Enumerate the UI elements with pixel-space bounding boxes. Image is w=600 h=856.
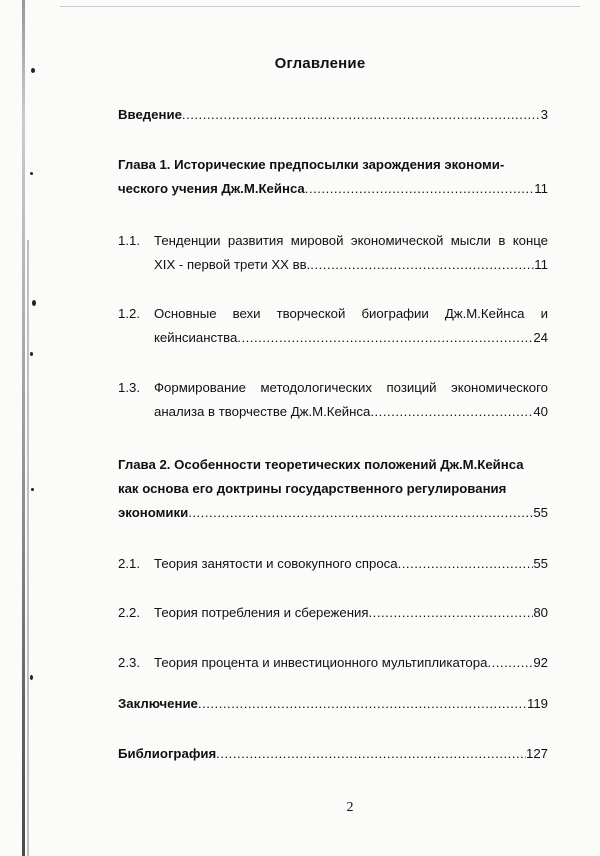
scan-speck — [31, 488, 34, 491]
toc-entry-introduction[interactable] — [118, 103, 548, 127]
toc-entry-chapter-1[interactable] — [118, 153, 548, 201]
leader-dots — [305, 177, 535, 201]
toc-title: Оглавление — [274, 55, 366, 72]
entry-label-line: Формирование методологических позиций экономического — [154, 380, 548, 395]
scan-speck — [30, 172, 33, 175]
entry-page-number: 3 — [540, 107, 548, 122]
entry-label-line: Глава 1. Исторические предпосылки зарождения экономи- — [118, 157, 505, 172]
entry-label: Введение — [118, 107, 182, 122]
leader-dots — [370, 400, 533, 424]
entry-label: ческого учения Дж.М.Кейнса — [118, 181, 305, 196]
toc-entry-conclusion[interactable] — [118, 692, 548, 716]
section-number: 2.2. — [118, 605, 140, 620]
scan-speck — [32, 300, 36, 306]
toc-entry-bibliography[interactable] — [118, 742, 548, 766]
page-number: 2 — [346, 800, 354, 815]
section-number: 2.3. — [118, 655, 140, 670]
leader-dots — [188, 501, 533, 525]
leader-dots — [182, 103, 541, 127]
section-number: 1.2. — [118, 306, 140, 321]
toc-entry-section-2-2[interactable] — [118, 601, 548, 625]
entry-label: Теория занятости и совокупного спроса — [154, 556, 398, 571]
section-number: 1.3. — [118, 380, 140, 395]
toc-entry-section-2-1[interactable] — [118, 552, 548, 576]
entry-label: Заключение — [118, 696, 198, 711]
scan-edge-top — [60, 6, 580, 7]
entry-page-number: 92 — [533, 655, 548, 670]
toc-entry-section-2-3[interactable] — [118, 651, 548, 675]
entry-page-number: 127 — [525, 746, 548, 761]
section-number: 2.1. — [118, 556, 140, 571]
entry-page-number: 119 — [526, 696, 548, 711]
scan-edge-left-inner — [27, 240, 29, 856]
scan-edge-left — [22, 0, 25, 856]
entry-page-number: 55 — [533, 505, 548, 520]
leader-dots — [216, 742, 526, 766]
entry-label-line: Глава 2. Особенности теоретических положений Дж.М.Кейнса — [118, 457, 524, 472]
entry-label-line: Тенденции развития мировой экономической мысли в конце — [154, 233, 548, 248]
entry-page-number: 40 — [533, 404, 548, 419]
entry-label-line: как основа его доктрины государственного регулирования — [118, 481, 507, 496]
toc-entry-section-1-1[interactable] — [118, 229, 548, 277]
scan-speck — [30, 352, 33, 356]
leader-dots — [198, 692, 527, 716]
leader-dots — [398, 552, 534, 576]
entry-page-number: 24 — [533, 330, 548, 345]
entry-label: кейнсианства — [154, 330, 238, 345]
entry-label: анализа в творчестве Дж.М.Кейнса — [154, 404, 371, 419]
entry-page-number: 80 — [533, 605, 548, 620]
entry-label: Теория потребления и сбережения — [154, 605, 369, 620]
scan-speck — [30, 675, 33, 680]
leader-dots — [369, 601, 534, 625]
leader-dots — [237, 326, 533, 350]
toc-entry-section-1-2[interactable] — [118, 302, 548, 350]
section-number: 1.1. — [118, 233, 140, 248]
toc-entry-chapter-2[interactable] — [118, 453, 548, 525]
entry-label: Библиография — [118, 746, 217, 761]
entry-label: экономики — [118, 505, 189, 520]
toc-entry-section-1-3[interactable] — [118, 376, 548, 424]
leader-dots — [310, 253, 534, 277]
entry-label: XIX - первой трети XX вв. — [154, 257, 311, 272]
entry-page-number: 11 — [534, 181, 548, 196]
entry-label: Теория процента и инвестиционного мультипликатора — [154, 655, 488, 670]
entry-page-number: 55 — [533, 556, 548, 571]
entry-label-line: Основные вехи творческой биографии Дж.М.Кейнса и — [154, 306, 548, 321]
leader-dots — [487, 651, 533, 675]
entry-page-number: 11 — [534, 257, 548, 272]
